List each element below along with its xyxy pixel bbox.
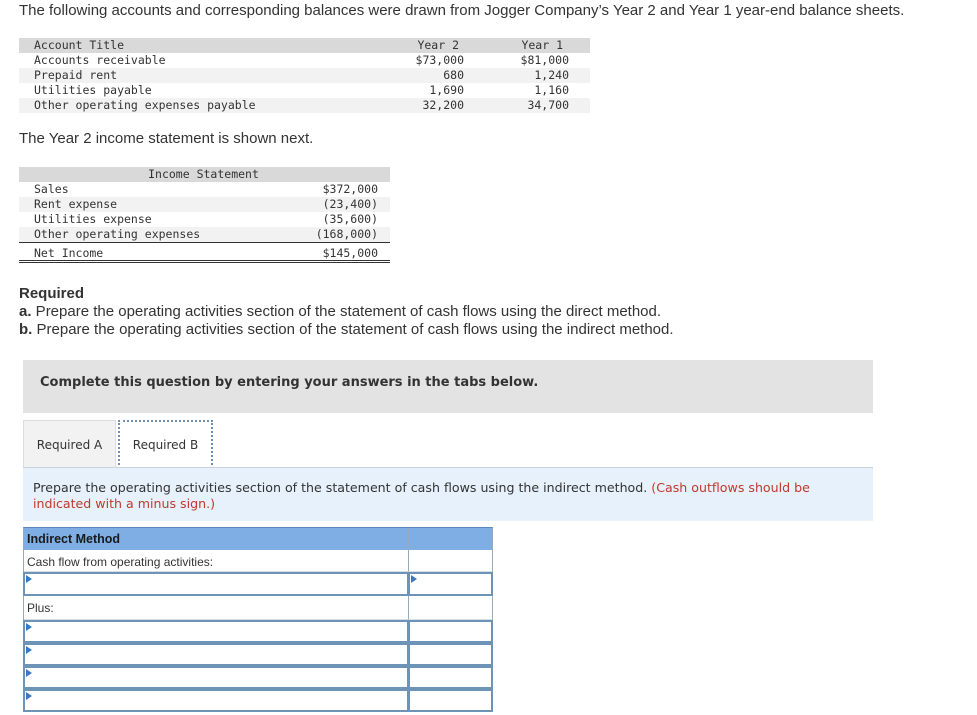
income-statement-table <box>19 167 390 263</box>
table-row <box>19 83 590 98</box>
required-a-prefix: a. <box>19 303 32 320</box>
description-input[interactable] <box>23 689 409 712</box>
column-header-account-title: Account Title <box>34 38 125 52</box>
cash-flow-label: Cash flow from operating activities: <box>24 550 409 572</box>
cash-flow-label-row <box>23 550 493 572</box>
input-row <box>23 620 493 643</box>
required-b-prefix: b. <box>19 321 33 338</box>
dropdown-marker-icon <box>26 575 32 583</box>
tab-required-a[interactable]: Required A <box>23 420 116 468</box>
amount-input[interactable] <box>408 620 493 643</box>
line-item-amount: $372,000 <box>322 182 378 196</box>
table-row <box>19 182 390 197</box>
year2-value: 1,690 <box>429 83 464 97</box>
line-item-label: Other operating expenses <box>34 227 201 241</box>
balance-sheet-table <box>19 38 590 113</box>
required-b <box>19 321 674 339</box>
instruction-panel <box>23 468 873 521</box>
input-row <box>23 643 493 666</box>
account-title: Prepaid rent <box>34 68 118 82</box>
description-input[interactable] <box>23 620 409 643</box>
required-b-text: Prepare the operating activities section of the statement of cash flows using the indirect method. <box>32 321 674 338</box>
table-row <box>19 197 390 212</box>
empty-amount-cell <box>409 550 492 572</box>
year1-value: $81,000 <box>520 53 569 67</box>
year1-value: 1,240 <box>534 68 569 82</box>
net-income-row <box>19 243 390 263</box>
table-row <box>19 68 590 83</box>
table-row <box>19 212 390 227</box>
complete-banner-text: Complete this question by entering your answers in the tabs below. <box>40 375 539 390</box>
form-header-title: Indirect Method <box>24 528 409 550</box>
line-item-label: Utilities expense <box>34 212 152 226</box>
line-item-amount: (168,000) <box>315 227 378 241</box>
required-a <box>19 303 674 321</box>
amount-input[interactable] <box>408 643 493 666</box>
tab-required-b[interactable]: Required B <box>118 420 213 469</box>
dropdown-marker-icon <box>26 646 32 654</box>
amount-input[interactable] <box>408 666 493 689</box>
table-row <box>19 53 590 68</box>
input-row <box>23 689 493 712</box>
form-header-row <box>23 527 493 550</box>
account-title: Utilities payable <box>34 83 152 97</box>
balance-sheet-header-row <box>19 38 590 53</box>
dropdown-marker-icon <box>26 692 32 700</box>
description-input[interactable] <box>23 572 409 596</box>
line-item-label: Sales <box>34 182 69 196</box>
year2-value: 680 <box>443 68 464 82</box>
year1-value: 1,160 <box>534 83 569 97</box>
amount-input[interactable] <box>408 689 493 712</box>
intro-text: The following accounts and corresponding balances were drawn from Jogger Company’s Year 2 and Year 1 year-end balance sheets. <box>19 2 905 19</box>
input-row <box>23 666 493 689</box>
input-row <box>23 572 493 596</box>
instruction-text: Prepare the operating activities section of the statement of cash flows using the indirect method. <box>33 480 648 495</box>
column-header-year1: Year 1 <box>521 38 563 52</box>
table-row <box>19 98 590 113</box>
complete-banner <box>23 360 873 413</box>
required-a-text: Prepare the operating activities section of the statement of cash flows using the direct method. <box>31 303 662 320</box>
indirect-method-form <box>23 527 493 712</box>
form-header-amount-cell <box>409 528 492 550</box>
year1-value: 34,700 <box>527 98 569 112</box>
income-intro-text: The Year 2 income statement is shown next. <box>19 130 314 147</box>
instruction-note: (Cash outflows should be indicated with a minus sign.) <box>33 480 810 511</box>
year2-value: 32,200 <box>422 98 464 112</box>
required-section <box>19 285 674 339</box>
line-item-label: Rent expense <box>34 197 118 211</box>
dropdown-marker-icon <box>411 575 417 583</box>
income-statement-title: Income Statement <box>148 167 259 181</box>
account-title: Accounts receivable <box>34 53 166 67</box>
dropdown-marker-icon <box>26 669 32 677</box>
empty-amount-cell <box>409 596 492 620</box>
column-header-year2: Year 2 <box>417 38 459 52</box>
plus-label: Plus: <box>24 596 409 620</box>
dropdown-marker-icon <box>26 623 32 631</box>
plus-label-row <box>23 596 493 620</box>
net-income-label: Net Income <box>34 246 104 260</box>
line-item-amount: (23,400) <box>322 197 378 211</box>
description-input[interactable] <box>23 666 409 689</box>
account-title: Other operating expenses payable <box>34 98 256 112</box>
income-statement-header <box>19 167 390 182</box>
required-title: Required <box>19 285 85 302</box>
amount-input[interactable] <box>408 572 493 596</box>
line-item-amount: (35,600) <box>322 212 378 226</box>
tab-bar <box>23 420 873 468</box>
year2-value: $73,000 <box>415 53 464 67</box>
description-input[interactable] <box>23 643 409 666</box>
table-row <box>19 227 390 243</box>
net-income-amount: $145,000 <box>322 246 378 260</box>
